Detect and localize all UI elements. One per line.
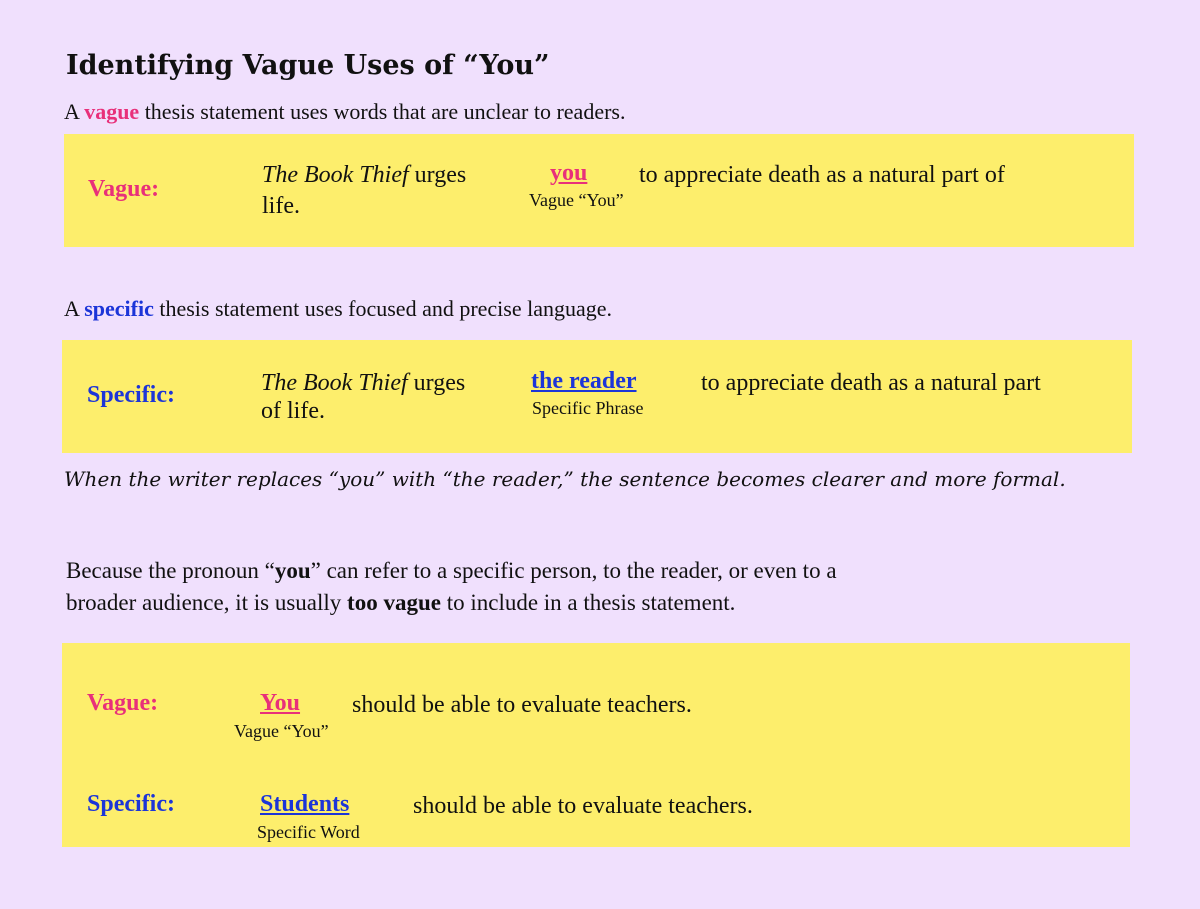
explanation-line-1 [66, 555, 837, 587]
specific-sentence-rest: should be able to evaluate teachers. [413, 793, 753, 819]
vague-you-keyword: You [260, 690, 301, 716]
page-title: Identifying Vague Uses of “You” [66, 50, 550, 81]
vague-keyword: vague [84, 99, 140, 124]
vague-sentence-rest: should be able to evaluate teachers. [352, 692, 692, 718]
specific-label: Specific: [87, 382, 175, 408]
vague-you-caption: Vague “You” [529, 190, 624, 210]
students-keyword: Students [260, 791, 350, 817]
vague-you-keyword: you [550, 160, 588, 186]
specific-definition [64, 293, 612, 325]
vague-label: Vague: [88, 176, 160, 202]
too-vague-bold: too vague [347, 590, 441, 615]
example1-sentence-end: life. [262, 193, 300, 219]
vague-label: Vague: [87, 690, 159, 716]
example1-verb: urges [408, 162, 467, 188]
explanation-text: to include in a thesis statement. [440, 590, 736, 615]
you-bold: you [274, 558, 311, 583]
specific-definition-prefix: A [64, 296, 85, 321]
explanation-text: broader audience, it is usually [66, 590, 348, 615]
example2-sentence-rest: to appreciate death as a natural part [701, 370, 1041, 396]
book-title: The Book Thief [261, 370, 408, 396]
specific-definition-text: thesis statement uses focused and precise language. [153, 296, 613, 321]
example2-verb: urges [407, 370, 466, 396]
vague-definition-prefix: A [64, 99, 85, 124]
comparison-box [62, 643, 1130, 847]
explanation-line-2 [66, 587, 735, 619]
specific-keyword: specific [84, 296, 154, 321]
specific-example-box [62, 340, 1132, 453]
example1-sentence-start [262, 160, 466, 190]
vague-definition [64, 96, 625, 128]
explanation-text: ” can refer to a specific person, to the reader, or even to a [310, 558, 837, 583]
example2-sentence-start [261, 368, 465, 398]
example2-sentence-end: of life. [261, 398, 325, 424]
vague-example-box [64, 134, 1134, 247]
book-title: The Book Thief [262, 162, 409, 188]
specific-word-caption: Specific Word [257, 822, 360, 842]
replacement-note: When the writer replaces “you” with “the reader,” the sentence becomes clearer and more formal. [64, 467, 1066, 491]
vague-you-caption: Vague “You” [234, 721, 329, 741]
specific-phrase-caption: Specific Phrase [532, 398, 644, 418]
vague-definition-text: thesis statement uses words that are unclear to readers. [139, 99, 626, 124]
specific-label: Specific: [87, 791, 175, 817]
explanation-text: Because the pronoun “ [66, 558, 275, 583]
the-reader-keyword: the reader [531, 368, 637, 394]
example1-sentence-rest: to appreciate death as a natural part of [639, 162, 1005, 188]
